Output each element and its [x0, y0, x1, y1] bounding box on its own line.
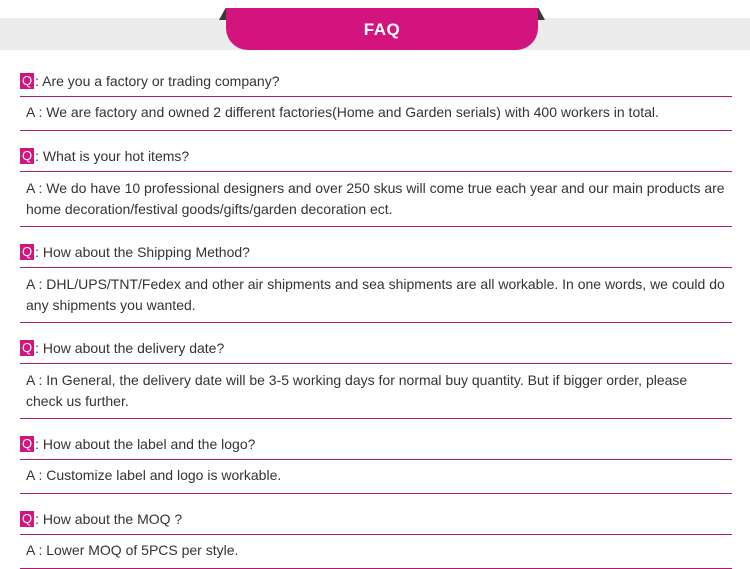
faq-question	[20, 237, 732, 268]
faq-answer: A : Customize label and logo is workable.	[20, 460, 732, 494]
question-badge: Q	[22, 244, 33, 259]
question-text: : How about the label and the logo?	[35, 436, 256, 452]
faq-item	[20, 504, 732, 569]
faq-item	[20, 66, 732, 131]
faq-item	[20, 141, 732, 227]
question-text: : Are you a factory or trading company?	[35, 73, 280, 89]
faq-question	[20, 141, 732, 172]
question-badge: Q	[22, 340, 33, 355]
faq-question	[20, 504, 732, 535]
faq-item	[20, 333, 732, 419]
faq-question	[20, 333, 732, 364]
faq-item	[20, 237, 732, 323]
question-badge: Q	[22, 73, 33, 88]
question-text: : How about the MOQ ?	[35, 511, 183, 527]
faq-list	[20, 66, 732, 569]
faq-item	[20, 429, 732, 494]
question-badge: Q	[22, 511, 33, 526]
faq-answer: A : We are factory and owned 2 different factories(Home and Garden serials) with 400 workers in total.	[20, 97, 732, 131]
page-title: FAQ	[363, 20, 401, 39]
faq-answer: A : In General, the delivery date will be 3-5 working days for normal buy quantity. But if bigger order, please check us further.	[20, 364, 732, 419]
faq-answer: A : DHL/UPS/TNT/Fedex and other air shipments and sea shipments are all workable. In one words, we could do any shipments you wanted.	[20, 268, 732, 323]
question-badge: Q	[22, 436, 33, 451]
faq-answer: A : Lower MOQ of 5PCS per style.	[20, 535, 732, 569]
faq-question	[20, 66, 732, 97]
faq-question	[20, 429, 732, 460]
faq-answer: A : We do have 10 professional designers and over 250 skus will come true each year and our main products are home decoration/festival goods/gifts/garden decoration ect.	[20, 172, 732, 227]
question-badge: Q	[22, 148, 33, 163]
question-text: : What is your hot items?	[35, 148, 190, 164]
question-text: : How about the delivery date?	[35, 340, 225, 356]
faq-header-tab	[226, 8, 538, 50]
question-text: : How about the Shipping Method?	[35, 244, 250, 260]
